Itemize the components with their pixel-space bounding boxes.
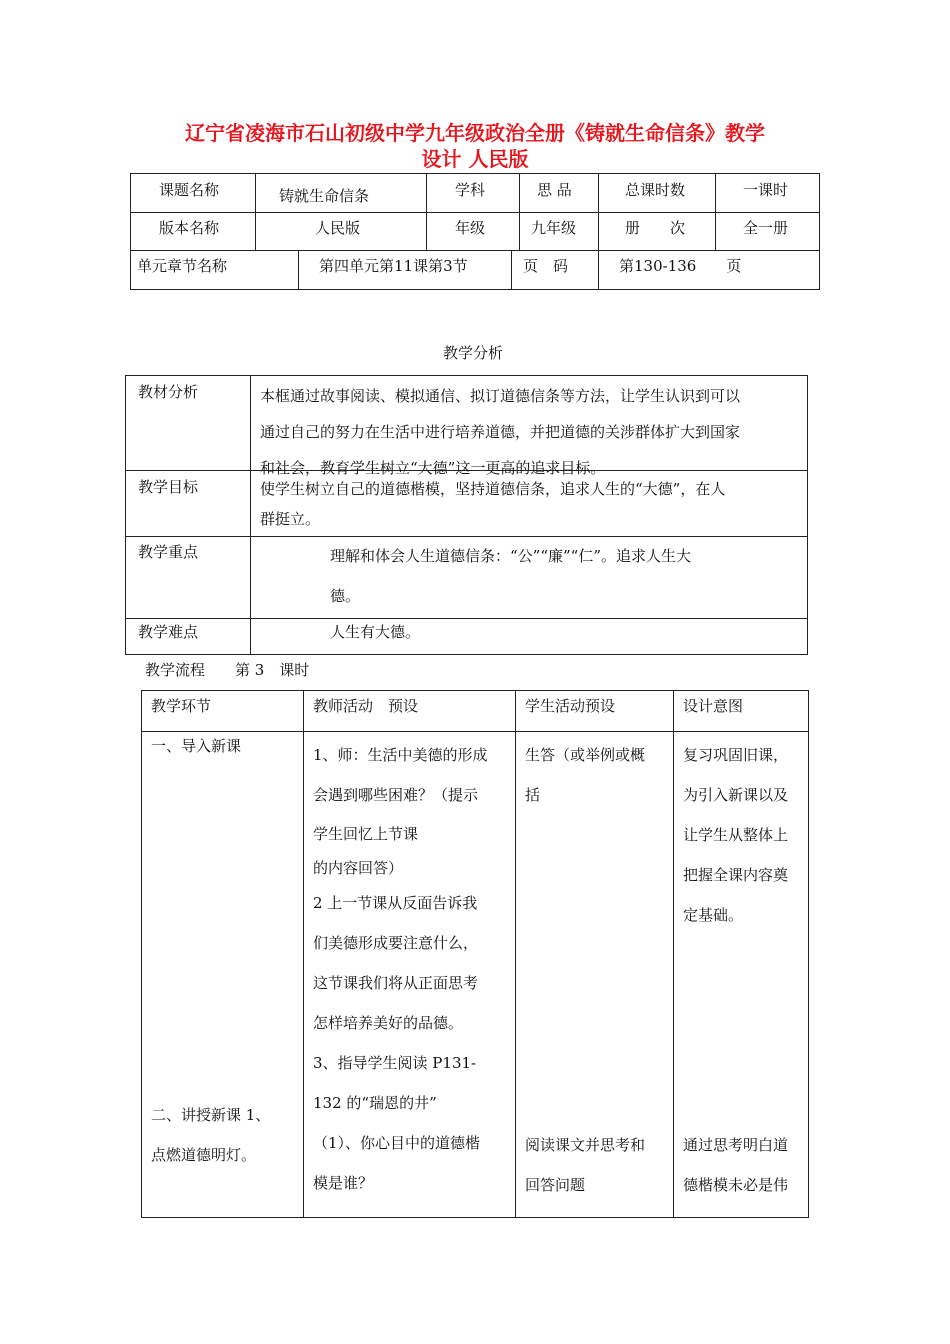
page-value: 第130-136 页 [619, 257, 742, 275]
header-intent: 设计意图 [683, 697, 744, 715]
analysis-text-material: 本框通过故事阅读、模拟通信、拟订道德信条等方法，让学生认识到可以 通过自己的努力在生活中进行培养道德，并把道德的关涉群体扩大到国家 和社会，教育学生树立“大德”这一更高的追求目标。 [260, 387, 741, 477]
analysis-label-key: 教学重点 [138, 543, 199, 561]
analysis-table [125, 375, 808, 655]
subject-label: 学科 [455, 181, 486, 199]
design-intent-intro: 复习巩固旧课， 为引入新课以及 让学生从整体上 把握全课内容奠 定基础。 [683, 746, 789, 924]
analysis-label-difficulty: 教学难点 [138, 623, 199, 641]
hours-value: 一课时 [743, 181, 789, 199]
grade-value: 九年级 [531, 219, 577, 237]
topic-value: 铸就生命信条 [279, 187, 370, 205]
subject-value: 思 品 [537, 181, 572, 199]
edition-label: 版本名称 [159, 219, 220, 237]
volume-label: 册 次 [625, 219, 686, 237]
analysis-text-goal: 使学生树立自己的道德楷模，坚持道德信条，追求人生的“大德”，在人 群挺立。 [260, 480, 726, 528]
process-caption: 教学流程 第 3 课时 [145, 661, 310, 679]
design-intent-new: 通过思考明白道 德楷模未必是伟 [683, 1136, 789, 1194]
edition-value: 人民版 [315, 219, 361, 237]
analysis-text-difficulty: 人生有大德。 [330, 623, 421, 641]
title-line-2: 设计 人民版 [421, 147, 529, 171]
stage-new-lesson: 二、讲授新课 1、 点燃道德明灯。 [151, 1106, 271, 1164]
analysis-text-key: 理解和体会人生道德信条：“公”“廉”“仁”。追求人生大 德。 [330, 547, 692, 605]
analysis-label-material: 教材分析 [138, 383, 199, 401]
grade-label: 年级 [455, 219, 486, 237]
student-activity-intro: 生答（或举例或概 括 [525, 746, 646, 804]
title-line-1: 辽宁省凌海市石山初级中学九年级政治全册《铸就生命信条》教学 [185, 121, 765, 145]
volume-value: 全一册 [743, 219, 789, 237]
process-table [141, 690, 809, 1218]
teacher-activity: 1、师：生活中美德的形成 会遇到哪些困难？（提示 学生回忆上节课 的内容回答） 2 上一节课从反面告诉我 们美德形成要注意什么， 这节课我们将从正面思考 怎样培养美好的品德。 3、指导学生阅读 P131- 132 的“瑞恩的井” （1）、你心目中的道德楷 模是谁？ [313, 746, 488, 1192]
document-title [120, 120, 830, 172]
stage-intro: 一、导入新课 [151, 737, 242, 755]
hours-label: 总课时数 [625, 181, 686, 199]
unit-value: 第四单元第11课第3节 [319, 257, 468, 275]
page-label: 页 码 [523, 257, 569, 275]
analysis-heading: 教学分析 [443, 344, 504, 362]
info-table [130, 173, 820, 290]
header-stage: 教学环节 [151, 697, 212, 715]
header-student: 学生活动预设 [525, 697, 616, 715]
header-teacher: 教师活动 预设 [313, 697, 419, 715]
student-activity-new: 阅读课文并思考和 回答问题 [525, 1136, 646, 1194]
topic-label: 课题名称 [159, 181, 220, 199]
analysis-label-goal: 教学目标 [138, 478, 199, 496]
unit-label: 单元章节名称 [137, 257, 228, 275]
